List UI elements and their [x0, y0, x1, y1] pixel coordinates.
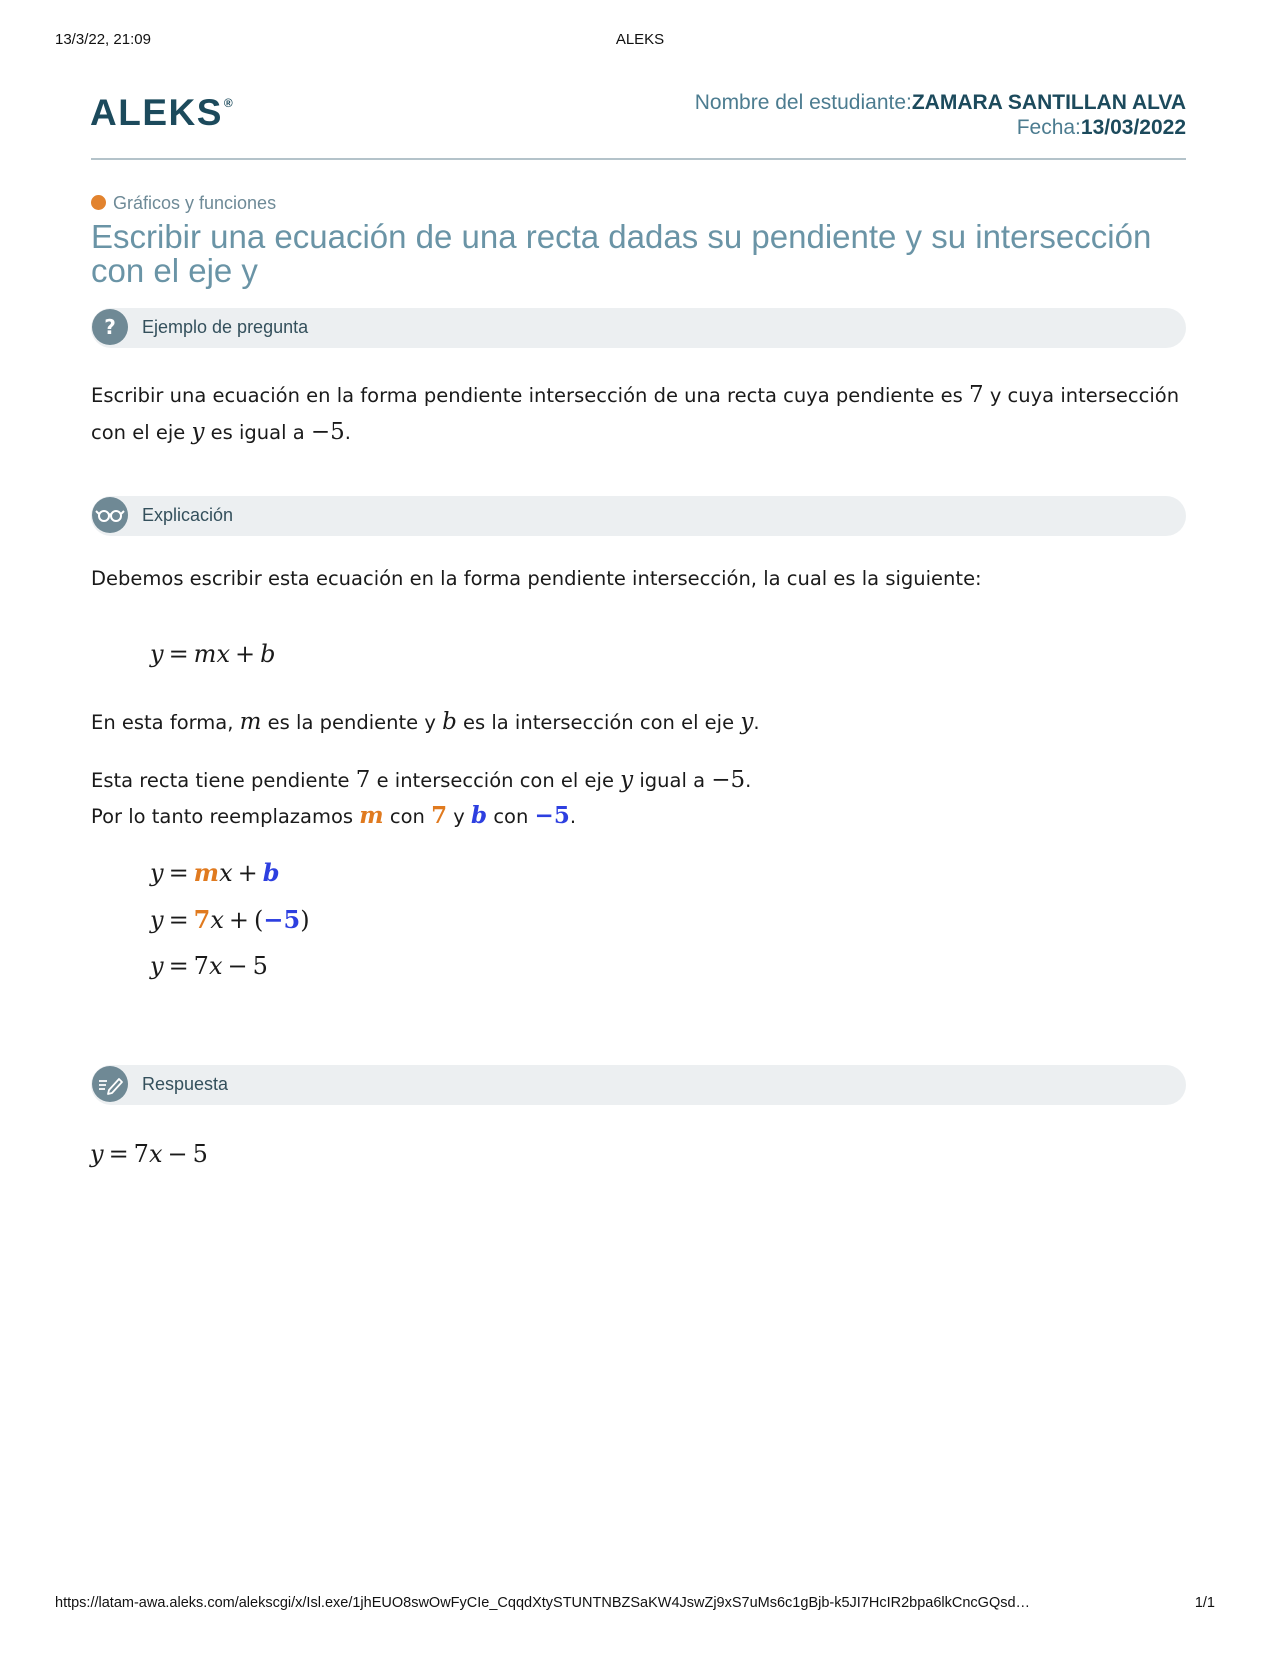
- formula-x: x: [216, 640, 230, 668]
- explanation-paragraph-3: [91, 762, 1201, 799]
- answer-equation: [90, 1140, 208, 1168]
- step2-eq: =: [168, 906, 189, 934]
- header-divider: [91, 158, 1186, 160]
- p2-part: es la intersección con el eje: [463, 711, 735, 734]
- explanation-section-header: [91, 496, 1186, 536]
- formula-m: m: [193, 640, 217, 668]
- question-text: [91, 377, 1201, 451]
- p3-part: igual a: [639, 769, 706, 792]
- student-info: [695, 90, 1186, 140]
- p3-part: Esta recta tiene pendiente: [91, 769, 350, 792]
- p4-slope: 7: [431, 802, 448, 829]
- step3-coef: 7: [193, 952, 209, 980]
- student-name-row: [695, 90, 1186, 115]
- student-name-label: Nombre del estudiante:: [694, 91, 912, 114]
- question-period: .: [344, 421, 351, 444]
- p2-b: b: [442, 709, 457, 735]
- category-label: Gráficos y funciones: [113, 193, 277, 213]
- p2-y: y: [740, 709, 754, 735]
- step1-plus: +: [237, 859, 258, 887]
- step2-x: x: [210, 906, 224, 934]
- date-label: Fecha:: [1016, 116, 1081, 139]
- step3-eq: =: [168, 952, 189, 980]
- question-part: Escribir una ecuación en la forma pendiente intersección de una recta cuya pendiente es: [91, 384, 963, 407]
- page-number: 1/1: [1194, 1595, 1215, 1611]
- step3-x: x: [208, 952, 223, 980]
- question-var-y: y: [191, 419, 205, 445]
- category-dot-icon: [91, 195, 106, 210]
- page-url: https://latam-awa.aleks.com/alekscgi/x/Isl.exe/1jhEUO8swOwFyCIe_CqqdXtySTUNTNBZSaKW4JswZj9xS7uMs6c1gBjb-k5JI7HcIR2bpa6lkCncGQsd…: [55, 1595, 1031, 1611]
- step2-value: −5: [263, 905, 301, 934]
- question-slope: 7: [968, 382, 984, 408]
- explanation-intro: Debemos escribir esta ecuación en la forma pendiente intersección, la cual es la siguiente:: [91, 567, 982, 590]
- explanation-paragraph-4: [91, 798, 1201, 835]
- step2-lparen: (: [254, 906, 264, 934]
- p3-y: y: [620, 767, 634, 793]
- step2-plus: +: [228, 906, 250, 934]
- question-icon: ?: [92, 309, 128, 345]
- answer-coef: 7: [133, 1140, 149, 1168]
- step1-eq: =: [168, 859, 189, 887]
- explanation-section-label: Explicación: [142, 505, 234, 525]
- p2-part: es la pendiente y: [267, 711, 436, 734]
- print-datetime: 13/3/22, 21:09: [55, 31, 151, 48]
- pencil-list-icon: [92, 1066, 128, 1102]
- p2-part: En esta forma,: [91, 711, 234, 734]
- p2-period: .: [753, 711, 760, 734]
- step-2: [150, 905, 310, 934]
- student-name: ZAMARA SANTILLAN ALVA: [911, 91, 1186, 114]
- answer-minus: −: [167, 1140, 188, 1168]
- print-title: ALEKS: [615, 31, 665, 48]
- p4-period: .: [569, 805, 577, 828]
- answer-eq: =: [108, 1140, 129, 1168]
- aleks-logo: [90, 92, 233, 134]
- p4-part: con: [493, 805, 529, 828]
- question-part: es igual a: [210, 421, 305, 444]
- question-section-label: Ejemplo de pregunta: [142, 317, 309, 337]
- question-intercept: −5: [310, 419, 345, 445]
- page-title: Escribir una ecuación de una recta dadas su pendiente y su intersección con el eje y: [91, 218, 1152, 289]
- p4-b: b: [471, 802, 488, 829]
- step3-minus: −: [227, 952, 248, 980]
- step1-m: m: [193, 858, 220, 887]
- step3-const: 5: [252, 952, 268, 980]
- formula-plus: +: [234, 640, 256, 668]
- answer-section-header: [91, 1065, 1186, 1105]
- p3-part: e intersección con el eje: [376, 769, 614, 792]
- answer-y: y: [90, 1140, 104, 1168]
- p4-m: m: [359, 802, 384, 829]
- formula-eq: =: [168, 640, 189, 668]
- logo-text: ALEKS: [90, 92, 223, 133]
- step3-y: y: [150, 952, 164, 980]
- step-3: [150, 952, 268, 980]
- step1-y: y: [150, 859, 164, 887]
- print-header: [0, 31, 1280, 51]
- p4-intercept: −5: [534, 802, 570, 829]
- date-row: [695, 115, 1186, 140]
- registered-mark: ®: [223, 96, 235, 110]
- answer-x: x: [148, 1140, 163, 1168]
- explanation-paragraph-2: [91, 704, 1201, 741]
- p3-period: .: [745, 769, 752, 792]
- step1-b: b: [262, 858, 280, 887]
- p4-part: con: [389, 805, 425, 828]
- step1-x: x: [219, 859, 233, 887]
- date-value: 13/03/2022: [1080, 116, 1186, 139]
- question-section-header: [91, 308, 1186, 348]
- slope-intercept-formula: [150, 640, 275, 668]
- p3-slope: 7: [355, 767, 371, 793]
- p4-part: Por lo tanto reemplazamos: [91, 805, 354, 828]
- answer-const: 5: [192, 1140, 208, 1168]
- answer-section-label: Respuesta: [142, 1074, 229, 1094]
- p3-intercept: −5: [711, 767, 746, 793]
- formula-y: y: [150, 640, 164, 668]
- question-part: y cuya intersección con el eje: [91, 384, 1180, 444]
- step2-y: y: [150, 906, 164, 934]
- p4-part: y: [453, 805, 465, 828]
- formula-b: b: [260, 640, 276, 668]
- p2-m: m: [239, 709, 262, 735]
- step-1: [150, 858, 280, 887]
- step2-coef: 7: [193, 905, 211, 934]
- glasses-icon: [92, 497, 128, 533]
- step2-rparen: ): [300, 906, 310, 934]
- topic-category: [91, 193, 276, 214]
